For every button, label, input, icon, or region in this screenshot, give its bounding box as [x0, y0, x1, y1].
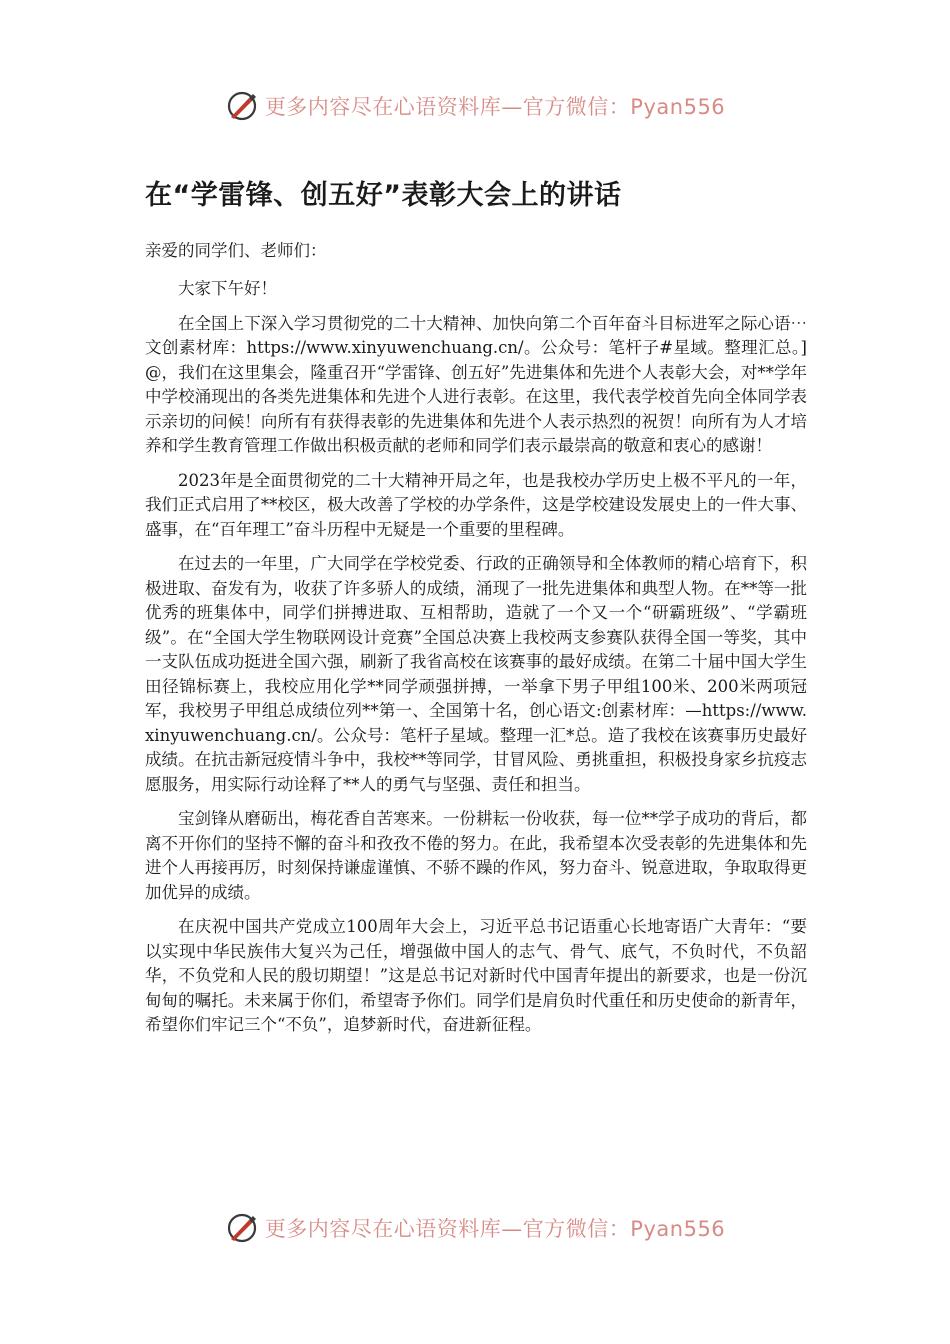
- document-body: [145, 170, 807, 1048]
- pen-logo-icon: [225, 89, 259, 123]
- header-banner: [0, 86, 950, 126]
- paragraph-2023: 2023年是全面贯彻党的二十大精神开局之年，也是我校办学历史上极不平凡的一年，我们正式启用了**校区，极大改善了学校的办学条件，这是学校建设发展史上的一件大事、盛事，在“百年理工”奋斗历程中无疑是一个重要的里程碑。: [145, 470, 807, 539]
- header-banner-inner: [225, 89, 725, 123]
- paragraph-encouragement: 宝剑锋从磨砺出，梅花香自苦寒来。一份耕耘一份收获，每一位**学子成功的背后，都离不开你们的坚持不懈的奋斗和孜孜不倦的努力。在此，我希望本次受表彰的先进集体和先进个人再接再厉，时刻保持谦虚谨慎、不骄不躁的作风，努力奋斗、锐意进取，争取取得更加优异的成绩。: [145, 809, 807, 902]
- document-title: 在“学雷锋、创五好”表彰大会上的讲话: [145, 180, 622, 211]
- paragraph-greeting: 大家下午好！: [178, 279, 277, 298]
- paragraph-achievements: 在过去的一年里，广大同学在学校党委、行政的正确领导和全体教师的精心培育下，积极进取、奋发有为，收获了许多骄人的成绩，涌现了一批先进集体和典型人物。在**等一批优秀的班集体中，同学们拼搏进取、互相帮助，造就了一个又一个“研霸班级”、“学霸班级”。在“全国大学生物联网设计竞赛”全国总决赛上我校两支参赛队获得全国一等奖，其中一支队伍成功挺进全国六强，刷新了我省高校在该赛事的最好成绩。在第二十届中国大学生田径锦标赛上，我校应用化学**同学顽强拼搏，一举拿下男子甲组100米、200米两项冠军，我校男子甲组总成绩位列**第一、全国第十名，创心语文:创素材库：—https://www.xinyuwenchuang.cn/。公众号：笔杆子星域。整理一汇*总。造了我校在该赛事历史最好成绩。在抗击新冠疫情斗争中，我校**等同学，甘冒风险、勇挑重担，积极投身家乡抗疫志愿服务，用实际行动诠释了**人的勇气与坚强、责任和担当。: [145, 554, 807, 794]
- salutation: 亲爱的同学们、老师们：: [145, 241, 327, 260]
- header-banner-text: 更多内容尽在心语资料库—官方微信：Pyan556: [264, 95, 726, 119]
- paragraph-closing: 在庆祝中国共产党成立100周年大会上，习近平总书记语重心长地寄语广大青年：“要以实现中华民族伟大复兴为己任，增强做中国人的志气、骨气、底气，不负时代，不负韶华，不负党和人民的殷切期望！”这是总书记对新时代中国青年提出的新要求，也是一份沉甸甸的嘱托。未来属于你们，希望寄予你们。同学们是肩负时代重任和历史使命的新青年，希望你们牢记三个“不负”，追梦新时代，奋进新征程。: [145, 917, 807, 1034]
- footer-banner-text: 更多内容尽在心语资料库—官方微信：Pyan556: [264, 1217, 726, 1241]
- paragraph-opening: 在全国上下深入学习贯彻党的二十大精神、加快向第二个百年奋斗目标进军之际心语⋯文创素材库：https://www.xinyuwenchuang.cn/。公众号：笔杆子#星域。整理汇总。]@，我们在这里集会，隆重召开“学雷锋、创五好”先进集体和先进个人表彰大会，对**学年中学校涌现出的各类先进集体和先进个人进行表彰。在这里，我代表学校首先向全体同学表示亲切的问候！向所有有获得表彰的先进集体和先进个人表示热烈的祝贺！向所有为人才培养和学生教育管理工作做出积极贡献的老师和同学们表示最崇高的敬意和衷心的感谢！: [145, 313, 807, 455]
- footer-banner-inner: [225, 1211, 725, 1245]
- pen-logo-icon: [225, 1211, 259, 1245]
- footer-banner: [0, 1208, 950, 1248]
